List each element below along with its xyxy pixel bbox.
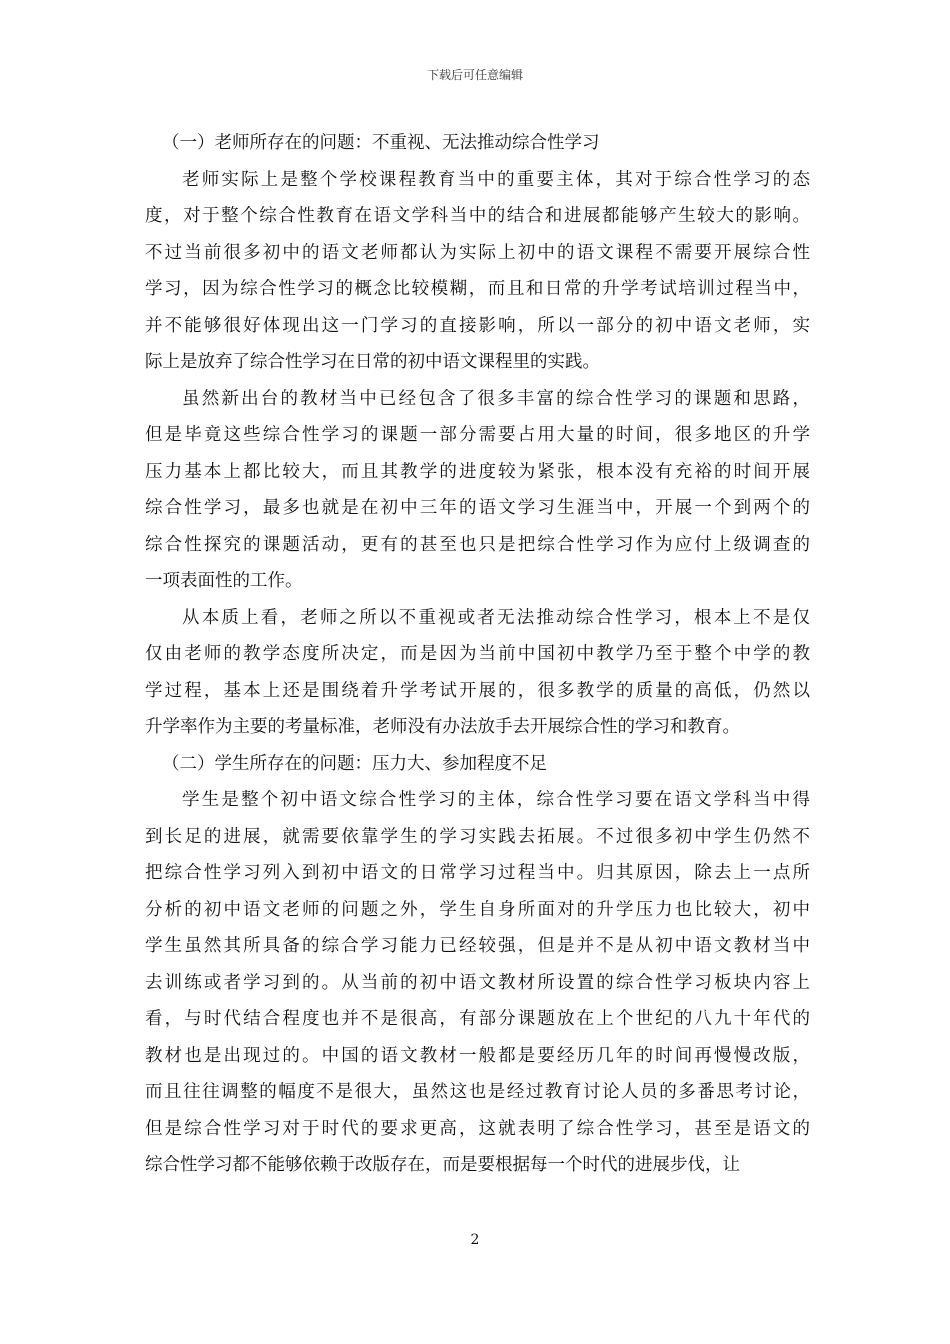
paragraph-line: 升学率作为主要的考量标准，老师没有办法放手去开展综合性的学习和教育。 [145, 717, 740, 737]
paragraph-line: 到长足的进展，就需要依靠学生的学习实践去拓展。不过很多初中学生仍然不 [145, 826, 810, 847]
paragraph-line: 但是综合性学习对于时代的要求更高，这就表明了综合性学习，甚至是语文的 [145, 1118, 810, 1139]
paragraph-line: 综合性探究的课题活动，更有的甚至也只是把综合性学习作为应付上级调查的 [145, 534, 810, 555]
paragraph [145, 600, 810, 746]
paragraph-line: 并不能够很好体现出这一门学习的直接影响，所以一部分的初中语文老师，实 [145, 315, 810, 336]
paragraph-line: 压力基本上都比较大，而且其教学的进度较为紧张，根本没有充裕的时间开展 [145, 461, 810, 482]
section-heading: （二）学生所存在的问题：压力大、参加程度不足 [162, 753, 547, 774]
paragraph-line: 综合性学习，最多也就是在初中三年的语文学习生涯当中，开展一个到两个的 [145, 498, 810, 518]
paragraph [145, 782, 810, 1184]
document-body [145, 125, 810, 1184]
paragraph-line: 教材也是出现过的。中国的语文教材一般都是要经历几年的时间再慢慢改版， [145, 1045, 810, 1066]
paragraph-line: 不过当前很多初中的语文老师都认为实际上初中的语文课程不需要开展综合性 [145, 242, 810, 263]
paragraph-line: 学生虽然其所具备的综合学习能力已经较强，但是并不是从初中语文教材当中 [145, 936, 810, 956]
paragraph-line: 际上是放弃了综合性学习在日常的初中语文课程里的实践。 [145, 352, 600, 372]
paragraph-line: 看，与时代结合程度也并不是很高，有部分课题放在上个世纪的八九十年代的 [145, 1009, 810, 1029]
paragraph-line: 而且往往调整的幅度不是很大，虽然这也是经过教育讨论人员的多番思考讨论， [145, 1082, 810, 1102]
page-header: 下载后可任意编辑 [426, 68, 523, 82]
paragraph-line: 去训练或者学习到的。从当前的初中语文教材所设置的综合性学习板块内容上 [145, 972, 810, 993]
paragraph-line: 但是毕竟这些综合性学习的课题一部分需要占用大量的时间，很多地区的升学 [145, 425, 810, 445]
paragraph-line: 老师实际上是整个学校课程教育当中的重要主体，其对于综合性学习的态 [182, 169, 810, 190]
paragraph-line: 综合性学习都不能够依赖于改版存在，而是要根据每一个时代的进展步伐，让 [145, 1155, 740, 1175]
paragraph-line: 虽然新出台的教材当中已经包含了很多丰富的综合性学习的课题和思路， [182, 388, 810, 409]
paragraph-line: 一项表面性的工作。 [145, 571, 303, 591]
paragraph-line: 度，对于整个综合性教育在语文学科当中的结合和进展都能够产生较大的影响。 [145, 206, 810, 226]
section-heading: （一）老师所存在的问题：不重视、无法推动综合性学习 [162, 133, 600, 153]
paragraph [145, 381, 810, 600]
paragraph-line: 学过程，基本上还是围绕着升学考试开展的，很多教学的质量的高低，仍然以 [145, 680, 810, 701]
paragraph-line: 把综合性学习列入到初中语文的日常学习过程当中。归其原因，除去上一点所 [145, 863, 810, 883]
page-number: 2 [470, 1232, 480, 1248]
paragraph-line: 学生是整个初中语文综合性学习的主体，综合性学习要在语文学科当中得 [182, 790, 810, 810]
paragraph-line: 从本质上看，老师之所以不重视或者无法推动综合性学习，根本上不是仅 [182, 607, 810, 628]
paragraph-line: 学习，因为综合性学习的概念比较模糊，而且和日常的升学考试培训过程当中， [145, 279, 810, 299]
paragraph-line: 分析的初中语文老师的问题之外，学生自身所面对的升学压力也比较大，初中 [145, 899, 810, 920]
paragraph [145, 162, 810, 381]
paragraph-line: 仅由老师的教学态度所决定，而是因为当前中国初中教学乃至于整个中学的教 [145, 644, 810, 664]
